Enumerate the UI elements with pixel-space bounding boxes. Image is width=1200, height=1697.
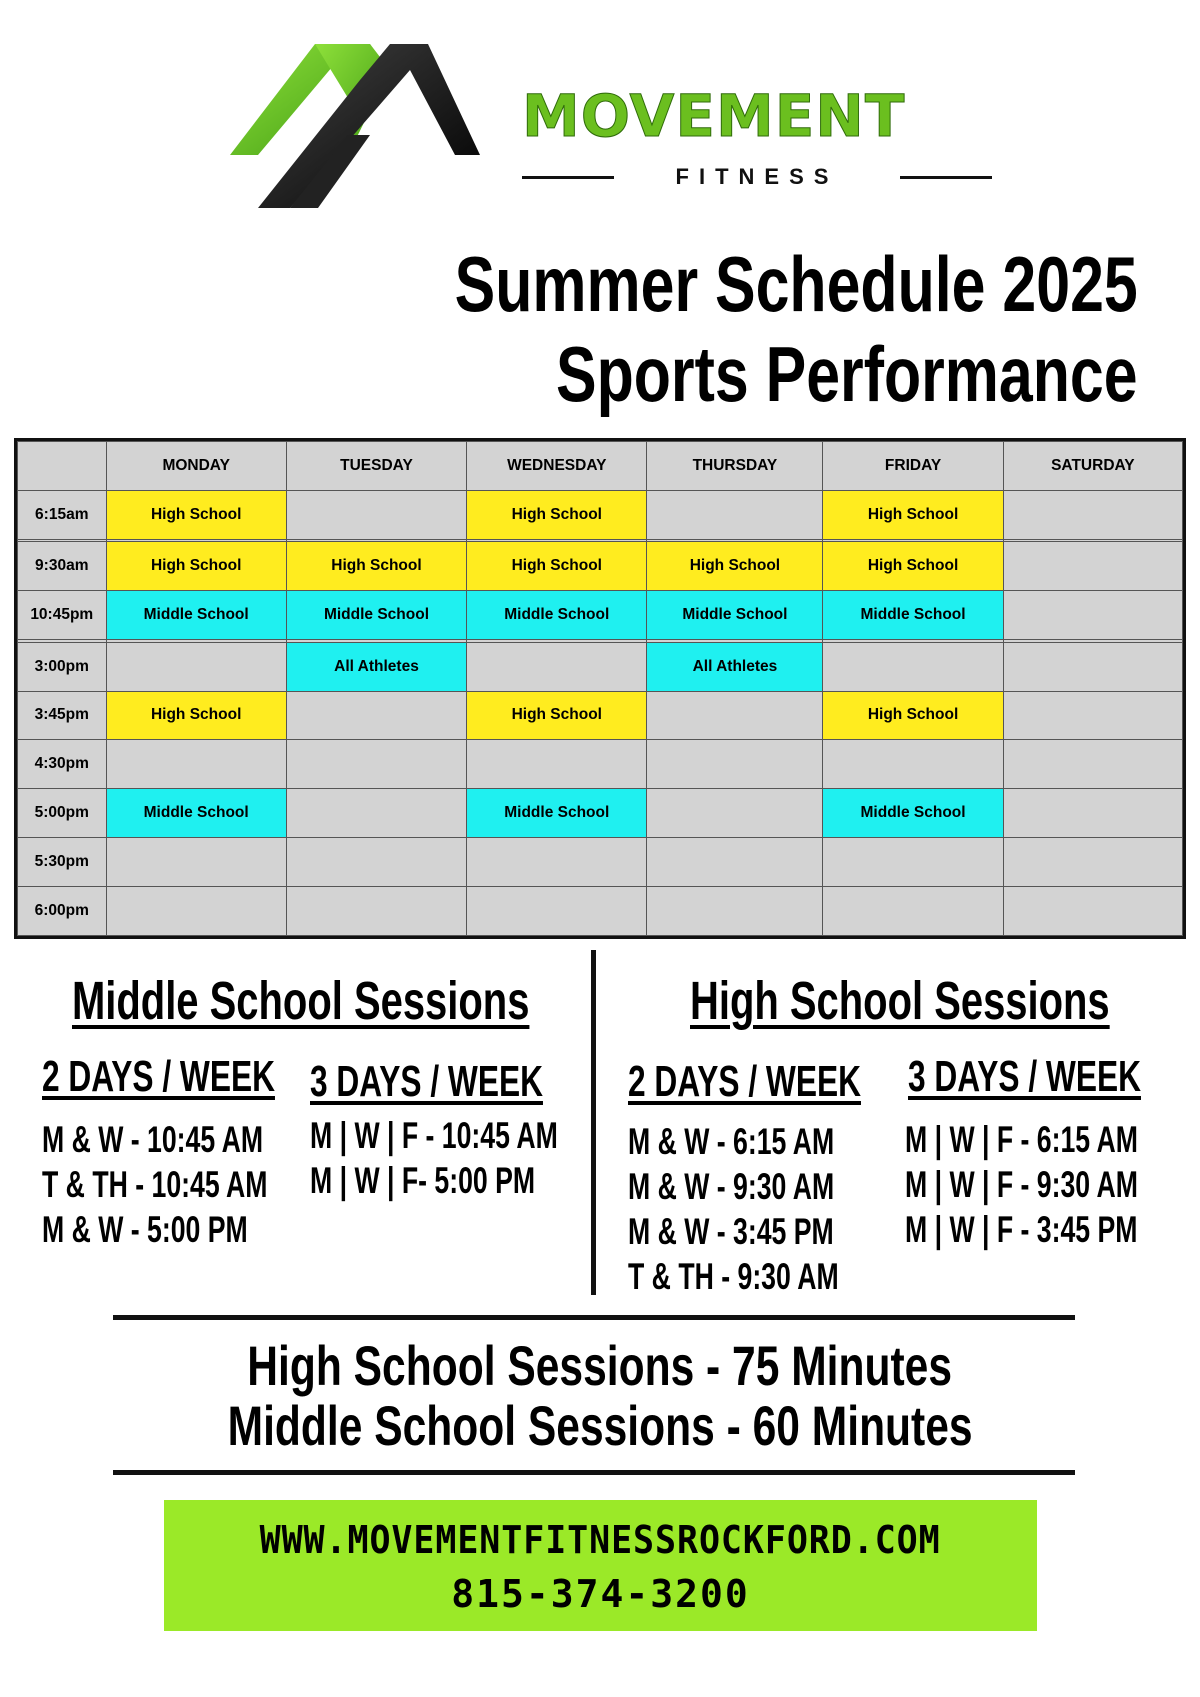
schedule-cell bbox=[1003, 642, 1182, 691]
schedule-cell bbox=[647, 740, 823, 789]
ms-two-days-label: 2 DAYS / WEEK bbox=[42, 1052, 275, 1101]
schedule-cell bbox=[286, 740, 466, 789]
schedule-cell bbox=[647, 887, 823, 936]
schedule-cell bbox=[106, 740, 286, 789]
schedule-cell: Middle School bbox=[647, 591, 823, 640]
schedule-cell bbox=[286, 838, 466, 887]
schedule-cell: Middle School bbox=[467, 591, 647, 640]
list-item: T & TH - 9:30 AM bbox=[628, 1256, 839, 1297]
schedule-cell bbox=[823, 740, 1003, 789]
time-label: 4:30pm bbox=[18, 740, 107, 789]
list-item: M & W - 3:45 PM bbox=[628, 1211, 834, 1252]
header-corner bbox=[18, 442, 107, 491]
schedule-cell bbox=[647, 789, 823, 838]
time-label: 5:00pm bbox=[18, 789, 107, 838]
day-header: FRIDAY bbox=[823, 442, 1003, 491]
day-header: MONDAY bbox=[106, 442, 286, 491]
ms-three-days-list bbox=[310, 1113, 558, 1203]
schedule-row bbox=[18, 642, 1183, 691]
schedule-cell bbox=[467, 887, 647, 936]
schedule-row bbox=[18, 838, 1183, 887]
list-item: T & TH - 10:45 AM bbox=[42, 1164, 268, 1205]
list-item: M & W - 10:45 AM bbox=[42, 1119, 264, 1160]
schedule-cell bbox=[286, 887, 466, 936]
day-header: TUESDAY bbox=[286, 442, 466, 491]
schedule-cell bbox=[106, 838, 286, 887]
list-item: M & W - 6:15 AM bbox=[628, 1121, 835, 1162]
time-label: 3:00pm bbox=[18, 642, 107, 691]
schedule-row bbox=[18, 542, 1183, 591]
schedule-cell: High School bbox=[467, 691, 647, 740]
time-label: 5:30pm bbox=[18, 838, 107, 887]
schedule-cell bbox=[1003, 789, 1182, 838]
time-label: 3:45pm bbox=[18, 691, 107, 740]
schedule-cell: Middle School bbox=[823, 789, 1003, 838]
schedule-cell: Middle School bbox=[106, 591, 286, 640]
schedule-cell bbox=[467, 642, 647, 691]
brand-tagline: FITNESS bbox=[675, 164, 839, 189]
top-rule bbox=[113, 1315, 1075, 1320]
schedule-cell: High School bbox=[467, 490, 647, 539]
schedule-cell: All Athletes bbox=[647, 642, 823, 691]
schedule-row bbox=[18, 740, 1183, 789]
time-label: 10:45pm bbox=[18, 591, 107, 640]
phone-number[interactable]: 815-374-3200 bbox=[451, 1572, 750, 1616]
schedule-cell bbox=[647, 838, 823, 887]
schedule-cell bbox=[823, 887, 1003, 936]
schedule-cell: Middle School bbox=[286, 591, 466, 640]
hs-three-days-list bbox=[905, 1117, 1138, 1252]
schedule-cell bbox=[467, 838, 647, 887]
ms-two-days-list bbox=[42, 1117, 267, 1252]
schedule-cell: High School bbox=[823, 542, 1003, 591]
list-item: M | W | F - 9:30 AM bbox=[905, 1164, 1138, 1205]
day-header: WEDNESDAY bbox=[467, 442, 647, 491]
schedule-cell bbox=[1003, 740, 1182, 789]
vertical-divider bbox=[591, 950, 596, 1295]
page-subtitle: Sports Performance bbox=[556, 330, 1138, 418]
schedule-cell bbox=[1003, 838, 1182, 887]
schedule-cell: Middle School bbox=[823, 591, 1003, 640]
schedule-cell: High School bbox=[823, 691, 1003, 740]
hs-two-days-label: 2 DAYS / WEEK bbox=[628, 1057, 861, 1106]
hs-two-days-list bbox=[628, 1119, 839, 1299]
schedule-cell bbox=[106, 642, 286, 691]
schedule-cell: High School bbox=[106, 542, 286, 591]
schedule-cell: Middle School bbox=[106, 789, 286, 838]
high-school-duration: High School Sessions - 75 Minutes bbox=[247, 1334, 953, 1397]
ms-three-days-label: 3 DAYS / WEEK bbox=[310, 1057, 543, 1106]
schedule-cell bbox=[467, 740, 647, 789]
schedule-cell bbox=[106, 887, 286, 936]
website-link[interactable]: WWW.MOVEMENTFITNESSROCKFORD.COM bbox=[259, 1518, 942, 1562]
schedule-cell: All Athletes bbox=[286, 642, 466, 691]
list-item: M | W | F - 10:45 AM bbox=[310, 1115, 558, 1156]
list-item: M & W - 5:00 PM bbox=[42, 1209, 248, 1250]
schedule-row bbox=[18, 789, 1183, 838]
schedule-cell bbox=[1003, 490, 1182, 539]
time-label: 6:00pm bbox=[18, 887, 107, 936]
schedule-cell bbox=[286, 691, 466, 740]
schedule-cell bbox=[286, 789, 466, 838]
schedule-cell bbox=[647, 490, 823, 539]
schedule-cell: High School bbox=[647, 542, 823, 591]
time-label: 9:30am bbox=[18, 542, 107, 591]
schedule-cell bbox=[1003, 591, 1182, 640]
schedule-cell bbox=[286, 490, 466, 539]
schedule-row bbox=[18, 490, 1183, 539]
schedule-cell: High School bbox=[106, 691, 286, 740]
brand-logo bbox=[230, 40, 990, 230]
contact-box bbox=[164, 1500, 1037, 1631]
day-header: THURSDAY bbox=[647, 442, 823, 491]
schedule-cell: High School bbox=[286, 542, 466, 591]
day-header: SATURDAY bbox=[1003, 442, 1182, 491]
hs-three-days-label: 3 DAYS / WEEK bbox=[908, 1052, 1141, 1101]
middle-school-duration: Middle School Sessions - 60 Minutes bbox=[227, 1394, 973, 1457]
mountain-logo-icon bbox=[230, 40, 530, 230]
schedule-cell: Middle School bbox=[467, 789, 647, 838]
schedule-cell bbox=[647, 691, 823, 740]
brand-name: MOVEMENT bbox=[522, 82, 906, 150]
schedule-cell bbox=[823, 642, 1003, 691]
schedule-cell: High School bbox=[823, 490, 1003, 539]
schedule-cell bbox=[1003, 691, 1182, 740]
bottom-rule bbox=[113, 1470, 1075, 1475]
list-item: M | W | F - 3:45 PM bbox=[905, 1209, 1138, 1250]
schedule-row bbox=[18, 887, 1183, 936]
schedule-cell bbox=[823, 838, 1003, 887]
schedule-table bbox=[14, 438, 1186, 939]
list-item: M & W - 9:30 AM bbox=[628, 1166, 835, 1207]
list-item: M | W | F - 6:15 AM bbox=[905, 1119, 1138, 1160]
schedule-cell: High School bbox=[467, 542, 647, 591]
middle-school-heading: Middle School Sessions bbox=[72, 971, 530, 1031]
schedule-row bbox=[18, 691, 1183, 740]
page-title: Summer Schedule 2025 bbox=[454, 240, 1138, 328]
schedule-cell: High School bbox=[106, 490, 286, 539]
schedule-cell bbox=[1003, 542, 1182, 591]
schedule-cell bbox=[1003, 887, 1182, 936]
high-school-heading: High School Sessions bbox=[690, 971, 1110, 1031]
list-item: M | W | F- 5:00 PM bbox=[310, 1160, 536, 1201]
schedule-row bbox=[18, 591, 1183, 640]
time-label: 6:15am bbox=[18, 490, 107, 539]
